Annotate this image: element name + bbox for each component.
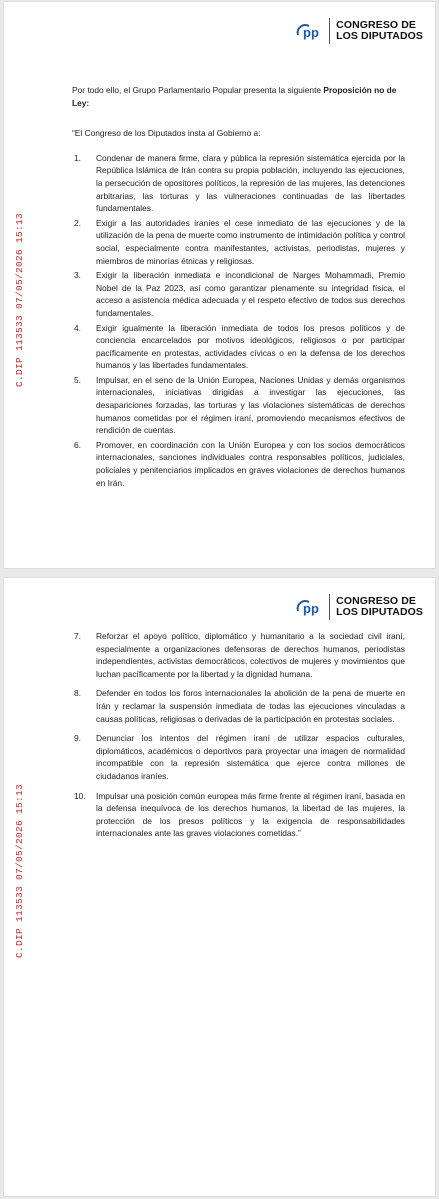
list-item xyxy=(72,630,405,680)
logo-divider xyxy=(329,594,330,620)
logo-line-1: CONGRESO DE xyxy=(336,19,417,31)
congreso-logo xyxy=(295,18,423,44)
item-number: 3. xyxy=(74,270,81,281)
item-text: Denunciar los intentos del régimen iraní de utilizar espacios culturales, diplomáticos, académicos o deportivos para proyectar una imagen de normalidad incompatible con la represión sistemática que ejerce contra millones de ciudadanos iraníes. xyxy=(96,733,405,781)
item-text: Exigir a las autoridades iraníes el cese inmediato de las ejecuciones y de la utilización de la pena de muerte como instrumento de intimidación política y control social, especialmente contra manifestantes, activistas, periodistas, mujeres y miembros de minorías étnicas y religiosas. xyxy=(96,217,405,266)
document-body xyxy=(72,84,405,491)
item-text: Exigir igualmente la liberación inmediata de todos los presos políticos y de conciencia encarcelados por motivos ideológicos, religiosos o por participar pacíficamente en protestas, actividades cívicas o en la defensa de los derechos humanos y las libertades fundamentales. xyxy=(96,322,405,371)
registry-stamp: C.DIP 113533 07/05/2026 15:13 xyxy=(14,783,25,958)
list-item xyxy=(72,687,405,725)
item-text: Impulsar una posición común europea más firme frente al régimen iraní, basada en la defensa inequívoca de los derechos humanos, la libertad de las mujeres, la protección de los presos políticos y la exigencia de responsabilidades internacionales ante las graves violaciones cometidas.” xyxy=(96,790,405,839)
list-item xyxy=(72,439,405,489)
item-text: Impulsar, en el seno de la Unión Europea, Naciones Unidas y demás organismos internacionales, iniciativas dirigidas a investigar las ejecuciones, las desapariciones forzadas, las torturas y las violaciones sistemáticas de derechos humanos cometidas por el régimen iraní, promoviendo mecanismos efectivos de rendición de cuentas. xyxy=(96,374,405,436)
intro-text: Por todo ello, el Grupo Parlamentario Popular presenta la siguiente xyxy=(72,85,324,95)
item-text: Condenar de manera firme, clara y pública la represión sistemática ejercida por la República Islámica de Irán contra su propia población, incluyendo las ejecuciones, la persecución de opositores políticos, la represión de las mujeres, las detenciones arbitrarias, las torturas y las vulneraciones continuadas de las libertades fundamentales. xyxy=(96,152,405,214)
list-item xyxy=(72,269,405,319)
intro-bold-text: Proposición no de Ley: xyxy=(72,85,397,108)
svg-text:pp: pp xyxy=(303,25,320,40)
item-number: 1. xyxy=(74,152,81,163)
list-item xyxy=(72,152,405,215)
quote-opening: “El Congreso de los Diputados insta al Gobierno a: xyxy=(72,128,261,139)
document-page-2 xyxy=(4,578,435,1196)
item-number: 8. xyxy=(74,688,81,699)
document-page-1 xyxy=(4,2,435,568)
pp-logo-icon xyxy=(295,598,323,616)
list-item xyxy=(72,322,405,372)
item-text: Defender en todos los foros internacionales la abolición de la pena de muerte en Irán y reclamar la suspensión inmediata de todas las ejecuciones vinculadas a causas políticas, religiosas o derivadas de la participación en protestas sociales. xyxy=(96,688,405,724)
proposal-list xyxy=(72,152,405,489)
intro-paragraph xyxy=(72,84,405,109)
svg-text:pp: pp xyxy=(303,601,320,616)
logo-line-1: CONGRESO DE xyxy=(336,595,417,607)
logo-text xyxy=(336,20,423,42)
document-body xyxy=(72,630,405,847)
list-item xyxy=(72,732,405,782)
list-item xyxy=(72,217,405,267)
item-number: 5. xyxy=(74,374,81,385)
congreso-logo xyxy=(295,594,423,620)
item-number: 9. xyxy=(74,733,81,744)
pp-logo-icon xyxy=(295,22,323,40)
item-text: Promover, en coordinación con la Unión Europea y con los socios democráticos internacionales, sanciones individuales contra responsables políticos, judiciales, policiales y penitenciarios implicados en graves violaciones de derechos humanos en Irán. xyxy=(96,439,405,488)
item-number: 2. xyxy=(74,217,81,228)
logo-text xyxy=(336,596,423,618)
item-text: Reforzar el apoyo político, diplomático y humanitario a la sociedad civil iraní, especialmente a organizaciones defensoras de derechos humanos, periodistas independientes, activistas democráticos, colectivos de mujeres y movimientos que luchan pacíficamente por la libertad y la dignidad humana. xyxy=(96,631,405,679)
item-number: 7. xyxy=(74,631,81,641)
logo-divider xyxy=(329,18,330,44)
logo-line-2: LOS DIPUTADOS xyxy=(336,606,423,618)
item-number: 10. xyxy=(74,790,86,801)
item-number: 6. xyxy=(74,439,81,450)
list-item xyxy=(72,790,405,840)
logo-line-2: LOS DIPUTADOS xyxy=(336,30,423,42)
registry-stamp: C.DIP 113533 07/05/2026 15:13 xyxy=(14,212,25,387)
proposal-list xyxy=(72,630,405,840)
list-item xyxy=(72,374,405,437)
item-text: Exigir la liberación inmediata e incondicional de Narges Mohammadi, Premio Nobel de la Paz 2023, así como garantizar plenamente su integridad física, el acceso a asistencia médica adecuada y el respeto efectivo de todos sus derechos fundamentales. xyxy=(96,270,405,318)
item-number: 4. xyxy=(74,322,81,333)
